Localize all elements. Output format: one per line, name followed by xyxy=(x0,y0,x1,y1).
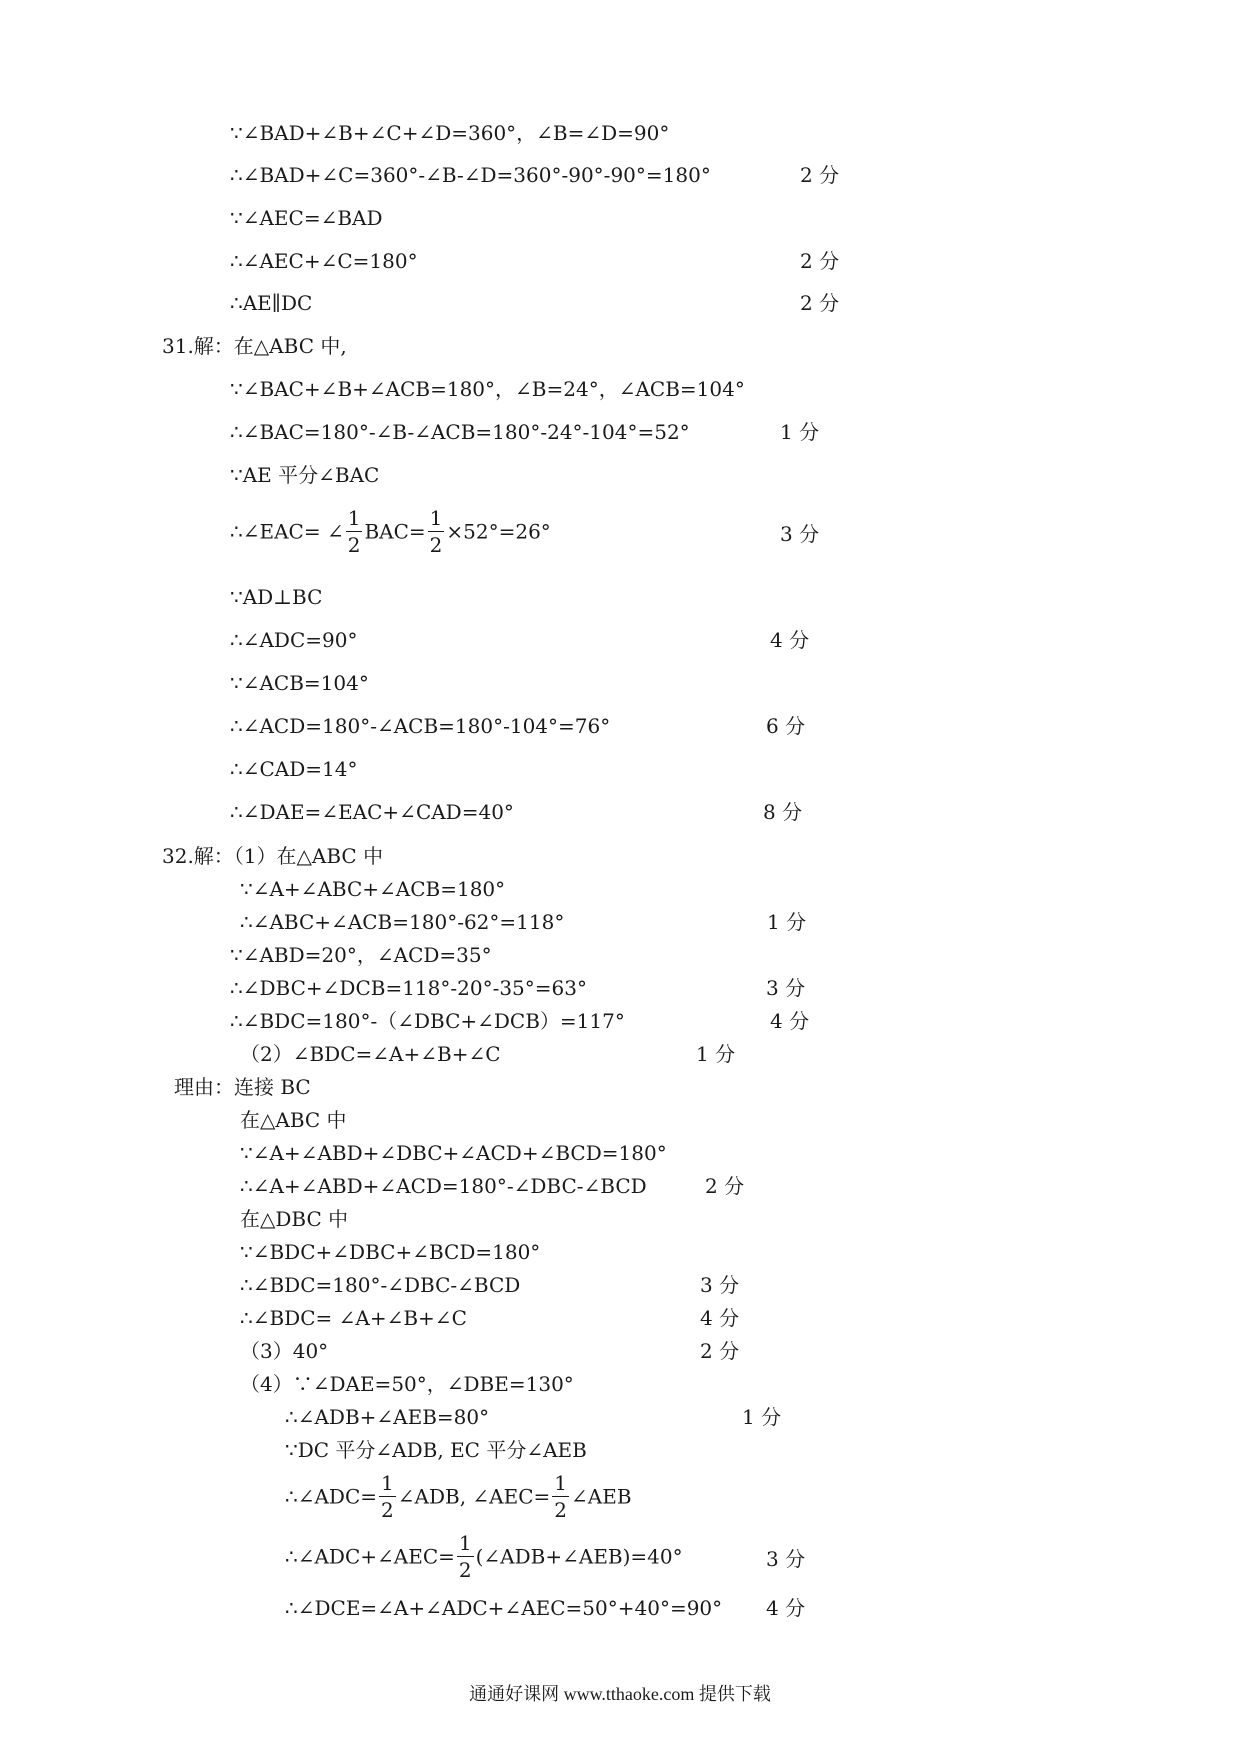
page-footer: 通通好课网 www.tthaoke.com 提供下载 xyxy=(469,1684,771,1704)
proof-line-22: ∴∠BDC=180°-（∠DBC+∠DCB）=117° xyxy=(230,1009,625,1033)
line-37-part-2: (∠ADB+∠AEB)=40° xyxy=(475,1544,683,1569)
score-line-16: 8 分 xyxy=(763,800,803,824)
proof-line-34: ∴∠ADB+∠AEB=80° xyxy=(285,1405,490,1429)
score-line-23: 1 分 xyxy=(696,1042,736,1066)
proof-line-15: ∴∠CAD=14° xyxy=(230,757,358,781)
score-line-22: 4 分 xyxy=(770,1009,810,1033)
fraction-half: $\frac{1}{2}$ xyxy=(554,1471,568,1522)
score-line-5: 2 分 xyxy=(800,291,840,315)
proof-line-10 xyxy=(230,505,551,558)
score-line-21: 3 分 xyxy=(766,976,806,1000)
reason-heading: 理由：连接 BC xyxy=(174,1075,311,1099)
score-line-38: 4 分 xyxy=(766,1596,806,1620)
proof-line-5: ∴AE∥DC xyxy=(230,291,313,315)
proof-line-23: （2）∠BDC=∠A+∠B+∠C xyxy=(240,1042,501,1066)
proof-line-4: ∴∠AEC+∠C=180° xyxy=(230,249,418,273)
proof-line-32: （3）40° xyxy=(240,1339,329,1363)
proof-line-12: ∴∠ADC=90° xyxy=(230,628,358,652)
problem-31-heading: 31.解：在△ABC 中, xyxy=(162,334,347,358)
proof-line-1: ∵∠BAD+∠B+∠C+∠D=360°，∠B=∠D=90° xyxy=(230,121,670,145)
proof-line-36 xyxy=(285,1470,632,1523)
proof-line-20: ∵∠ABD=20°，∠ACD=35° xyxy=(230,943,492,967)
score-line-37: 3 分 xyxy=(766,1547,806,1571)
proof-line-38: ∴∠DCE=∠A+∠ADC+∠AEC=50°+40°=90° xyxy=(285,1596,723,1620)
score-line-31: 4 分 xyxy=(700,1306,740,1330)
proof-line-28: 在△DBC 中 xyxy=(240,1207,349,1231)
proof-line-27: ∴∠A+∠ABD+∠ACD=180°-∠DBC-∠BCD xyxy=(240,1174,647,1198)
proof-line-19: ∴∠ABC+∠ACB=180°-62°=118° xyxy=(240,910,565,934)
proof-line-26: ∵∠A+∠ABD+∠DBC+∠ACD+∠BCD=180° xyxy=(240,1141,667,1165)
proof-line-3: ∵∠AEC=∠BAD xyxy=(230,206,383,230)
proof-line-29: ∵∠BDC+∠DBC+∠BCD=180° xyxy=(240,1240,541,1264)
line-36-part-3: ∠AEB xyxy=(571,1484,632,1509)
score-line-4: 2 分 xyxy=(800,249,840,273)
proof-line-35: ∵DC 平分∠ADB, EC 平分∠AEB xyxy=(285,1438,587,1462)
proof-line-2: ∴∠BAD+∠C=360°-∠B-∠D=360°-90°-90°=180° xyxy=(230,163,711,187)
line-37-part-1: ∴∠ADC+∠AEC= xyxy=(285,1544,455,1569)
score-line-10: 3 分 xyxy=(780,522,820,546)
line-36-part-1: ∴∠ADC= xyxy=(285,1484,378,1509)
line-10-part-2: BAC= xyxy=(364,519,426,544)
proof-line-30: ∴∠BDC=180°-∠DBC-∠BCD xyxy=(240,1273,521,1297)
proof-line-21: ∴∠DBC+∠DCB=118°-20°-35°=63° xyxy=(230,976,587,1000)
proof-line-37 xyxy=(285,1530,683,1583)
score-line-27: 2 分 xyxy=(705,1174,745,1198)
score-line-12: 4 分 xyxy=(770,628,810,652)
score-line-2: 2 分 xyxy=(800,163,840,187)
proof-line-18: ∵∠A+∠ABC+∠ACB=180° xyxy=(240,877,506,901)
proof-line-7: ∵∠BAC+∠B+∠ACB=180°，∠B=24°，∠ACB=104° xyxy=(230,377,745,401)
proof-line-14: ∴∠ACD=180°-∠ACB=180°-104°=76° xyxy=(230,714,611,738)
proof-line-16: ∴∠DAE=∠EAC+∠CAD=40° xyxy=(230,800,514,824)
fraction-half: $\frac{1}{2}$ xyxy=(458,1531,472,1582)
score-line-34: 1 分 xyxy=(742,1405,782,1429)
score-line-14: 6 分 xyxy=(766,714,806,738)
score-line-8: 1 分 xyxy=(780,420,820,444)
line-10-part-1: ∴∠EAC= ∠ xyxy=(230,519,344,544)
proof-line-13: ∵∠ACB=104° xyxy=(230,671,369,695)
proof-line-8: ∴∠BAC=180°-∠B-∠ACB=180°-24°-104°=52° xyxy=(230,420,690,444)
line-36-part-2: ∠ADB, ∠AEC= xyxy=(397,1484,551,1509)
fraction-half: $\frac{1}{2}$ xyxy=(429,506,443,557)
problem-32-heading: 32.解：（1）在△ABC 中 xyxy=(162,844,384,868)
proof-line-25: 在△ABC 中 xyxy=(240,1108,347,1132)
proof-line-31: ∴∠BDC= ∠A+∠B+∠C xyxy=(240,1306,467,1330)
fraction-half: $\frac{1}{2}$ xyxy=(347,506,361,557)
proof-line-11: ∵AD⊥BC xyxy=(230,585,323,609)
score-line-19: 1 分 xyxy=(767,910,807,934)
proof-line-9: ∵AE 平分∠BAC xyxy=(230,463,380,487)
line-10-part-3: ×52°=26° xyxy=(446,519,551,544)
score-line-30: 3 分 xyxy=(700,1273,740,1297)
fraction-half: $\frac{1}{2}$ xyxy=(381,1471,394,1522)
proof-line-33: （4）∵∠DAE=50°，∠DBE=130° xyxy=(240,1372,574,1396)
score-line-32: 2 分 xyxy=(700,1339,740,1363)
